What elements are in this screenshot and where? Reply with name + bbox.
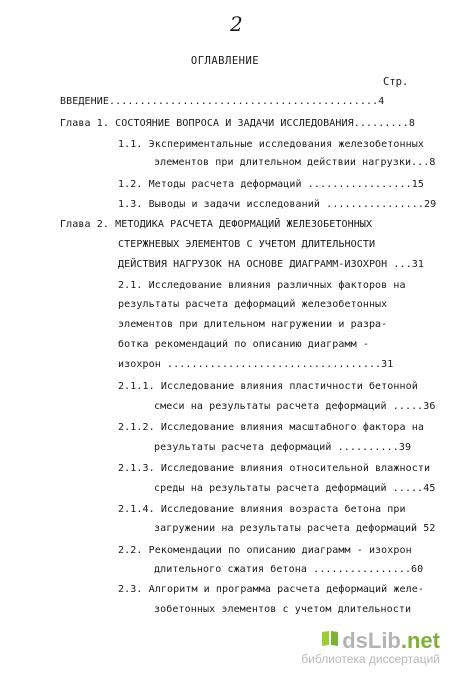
toc-line-section-2-1-cont-1: результаты расчета деформаций железобетонных [118, 299, 388, 310]
page-column-label: Стр. [383, 76, 409, 88]
book-icon [320, 628, 340, 654]
toc-line-section-1-1-cont: элементов при длительном действии нагрузки...8 [154, 157, 436, 168]
toc-line-section-2-1-1-cont: смеси на результаты расчета деформаций .....36 [154, 401, 436, 412]
watermark [301, 628, 440, 666]
toc-line-section-2-1-4: 2.1.4. Исследование влияния возраста бетона при [118, 504, 406, 515]
toc-line-section-2-2: 2.2. Рекомендации по описанию диаграмм - изохрон [118, 545, 412, 556]
toc-line-section-1-2: 1.2. Методы расчета деформаций .................15 [118, 179, 425, 190]
toc-line-section-2-1-cont-2: элементов при длительном нагружении и разра- [118, 319, 388, 330]
toc-line-section-2-1-4-cont: загружении на результаты расчета деформаций 52 [154, 523, 436, 534]
toc-line-section-2-3-cont: зобетонных элементов с учетом длительности [154, 604, 412, 615]
toc-line-section-2-2-cont: длительного сжатия бетона ................60 [154, 564, 424, 575]
toc-line-section-2-1-cont-4: изохрон ...................................31 [118, 359, 394, 370]
page-number: 2 [230, 12, 243, 36]
watermark-subtitle: библиотека диссертаций [301, 652, 440, 666]
toc-line-section-2-1-2: 2.1.2. Исследование влияния масштабного фактора на [118, 422, 425, 433]
watermark-tld: .net [400, 628, 440, 653]
toc-line-section-2-1-2-cont: результаты расчета деформаций ..........39 [154, 442, 412, 453]
toc-line-section-2-1-cont-3: ботка рекомендаций по описанию диаграмм - [118, 339, 369, 350]
watermark-brand: dsLib [342, 628, 401, 653]
toc-line-introduction: ВВЕДЕНИЕ............................................4 [60, 96, 385, 107]
toc-line-chapter-2-cont-2: ДЕЙСТВИЯ НАГРУЗОК НА ОСНОВЕ ДИАГРАММ-ИЗОХРОН ...31 [118, 259, 425, 270]
toc-line-section-2-1-3: 2.1.3. Исследование влияния относительной влажности [118, 463, 431, 474]
toc-line-chapter-1: Глава 1. СОСТОЯНИЕ ВОПРОСА И ЗАДАЧИ ИССЛЕДОВАНИЯ.........8 [60, 118, 415, 129]
toc-line-section-2-1: 2.1. Исследование влияния различных факторов на [118, 280, 406, 291]
toc-line-chapter-2: Глава 2. МЕТОДИКА РАСЧЕТА ДЕФОРМАЦИЙ ЖЕЛЕЗОБЕТОННЫХ [60, 219, 373, 230]
toc-line-section-1-3: 1.3. Выводы и задачи исследований ................29 [118, 199, 437, 210]
toc-line-section-2-1-3-cont: среды на результаты расчета деформаций .....45 [154, 483, 436, 494]
toc-line-section-2-1-1: 2.1.1. Исследование влияния пластичности бетонной [118, 381, 418, 392]
toc-line-section-1-1: 1.1. Экспериментальные исследования железобетонных [118, 139, 425, 150]
toc-line-chapter-2-cont-1: СТЕРЖНЕВЫХ ЭЛЕМЕНТОВ С УЧЕТОМ ДЛИТЕЛЬНОСТИ [118, 239, 376, 250]
page-title: ОГЛАВЛЕНИЕ [190, 55, 260, 67]
toc-line-section-2-3: 2.3. Алгоритм и программа расчета деформаций желе- [118, 584, 425, 595]
